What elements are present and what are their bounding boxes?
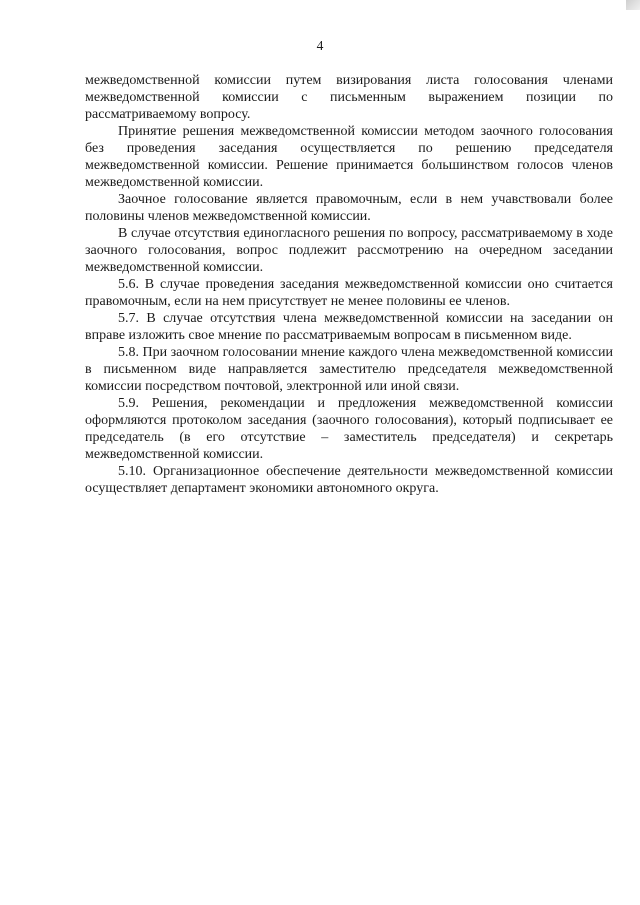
- paragraph-no-unanimous-decision: В случае отсутствия единогласного решения по вопросу, рассматриваемому в ходе заочного голосования, вопрос подлежит рассмотрению на очередном заседании межведомственной комиссии.: [85, 226, 613, 275]
- paragraph-clause-5-8: 5.8. При заочном голосовании мнение каждого члена межведомственной комиссии в письменном виде направляется заместителю председателя межведомственной комиссии посредством почтовой, электронной или иной связи.: [85, 345, 613, 394]
- paragraph-voting-quorum: Заочное голосование является правомочным, если в нем учавствовали более половины членов межведомственной комиссии.: [85, 192, 613, 224]
- paragraph-clause-5-10: 5.10. Организационное обеспечение деятельности межведомственной комиссии осуществляет департамент экономики автономного округа.: [85, 464, 613, 496]
- paragraph-clause-5-6: 5.6. В случае проведения заседания межведомственной комиссии оно считается правомочным, если на нем присутствует не менее половины ее членов.: [85, 277, 613, 309]
- paragraph-clause-5-9: 5.9. Решения, рекомендации и предложения межведомственной комиссии оформляются протоколом заседания (заочного голосования), который подписывает ее председатель (в его отсутствие – заместитель председателя) и секретарь межведомственной комиссии.: [85, 396, 613, 462]
- paragraph-clause-5-7: 5.7. В случае отсутствия члена межведомственной комиссии на заседании он вправе изложить свое мнение по рассматриваемым вопросам в письменном виде.: [85, 311, 613, 343]
- paragraph-absentee-voting: Принятие решения межведомственной комиссии методом заочного голосования без проведения заседания осуществляется по решению председателя межведомственной комиссии. Решение принимается большинством голосов членов межведомственной комиссии.: [85, 124, 613, 190]
- page-number: 4: [316, 38, 324, 53]
- document-body: [85, 72, 613, 497]
- scan-corner-mark: [626, 0, 640, 10]
- paragraph-voting-sheet: межведомственной комиссии путем визирования листа голосования членами межведомственной комиссии с письменным выражением позиции по рассматриваемому вопросу.: [85, 73, 613, 122]
